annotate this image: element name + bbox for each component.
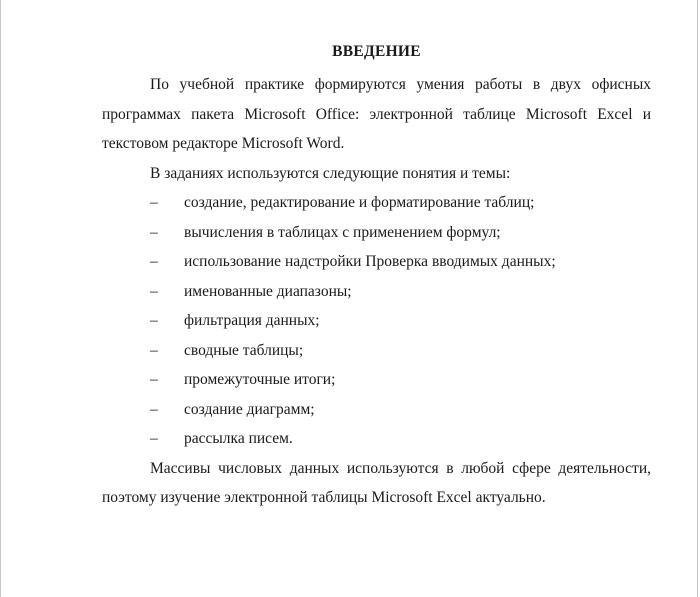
list-item-text: рассылка писем. [184, 430, 293, 447]
dash-marker: – [150, 194, 158, 211]
list-item-text: фильтрация данных; [184, 312, 320, 329]
list-item-text: создание, редактирование и форматирование таблиц; [184, 194, 535, 211]
list-item-text: вычисления в таблицах с применением формул; [184, 223, 501, 241]
dash-marker: – [150, 341, 158, 359]
list-item-text: использование надстройки Проверка вводимых данных; [184, 253, 556, 270]
list-item [102, 188, 651, 218]
dash-marker: – [150, 371, 158, 388]
topics-list [102, 188, 651, 454]
list-item [102, 365, 651, 395]
document-title: ВВЕДЕНИЕ [332, 43, 421, 60]
dash-marker: – [150, 253, 158, 270]
list-item [102, 306, 651, 336]
topics-lead-paragraph: В заданиях используются следующие понятия и темы: [150, 164, 511, 182]
document-body [102, 42, 651, 513]
list-item-text: именованные диапазоны; [184, 282, 352, 300]
dash-marker: – [150, 400, 158, 418]
dash-marker: – [150, 430, 158, 447]
list-item [102, 424, 651, 454]
list-item-text: сводные таблицы; [184, 341, 304, 359]
dash-marker: – [150, 223, 158, 241]
list-item [102, 277, 651, 307]
dash-marker: – [150, 312, 158, 329]
dash-marker: – [150, 282, 158, 300]
list-item-text: создание диаграмм; [184, 400, 315, 418]
list-item-text: промежуточные итоги; [184, 371, 336, 388]
intro-paragraph: По учебной практике формируются умения работы в двух офисных программах пакета Microsoft Office: электронной таблице Microsoft Excel и текстовом редакторе Microsoft Word. [102, 76, 651, 152]
list-item [102, 336, 651, 366]
conclusion-paragraph: Массивы числовых данных используются в любой сфере деятельности, поэтому изучение электронной таблицы Microsoft Excel актуально. [102, 459, 651, 506]
list-item [102, 395, 651, 425]
list-item [102, 218, 651, 248]
list-item [102, 247, 651, 277]
